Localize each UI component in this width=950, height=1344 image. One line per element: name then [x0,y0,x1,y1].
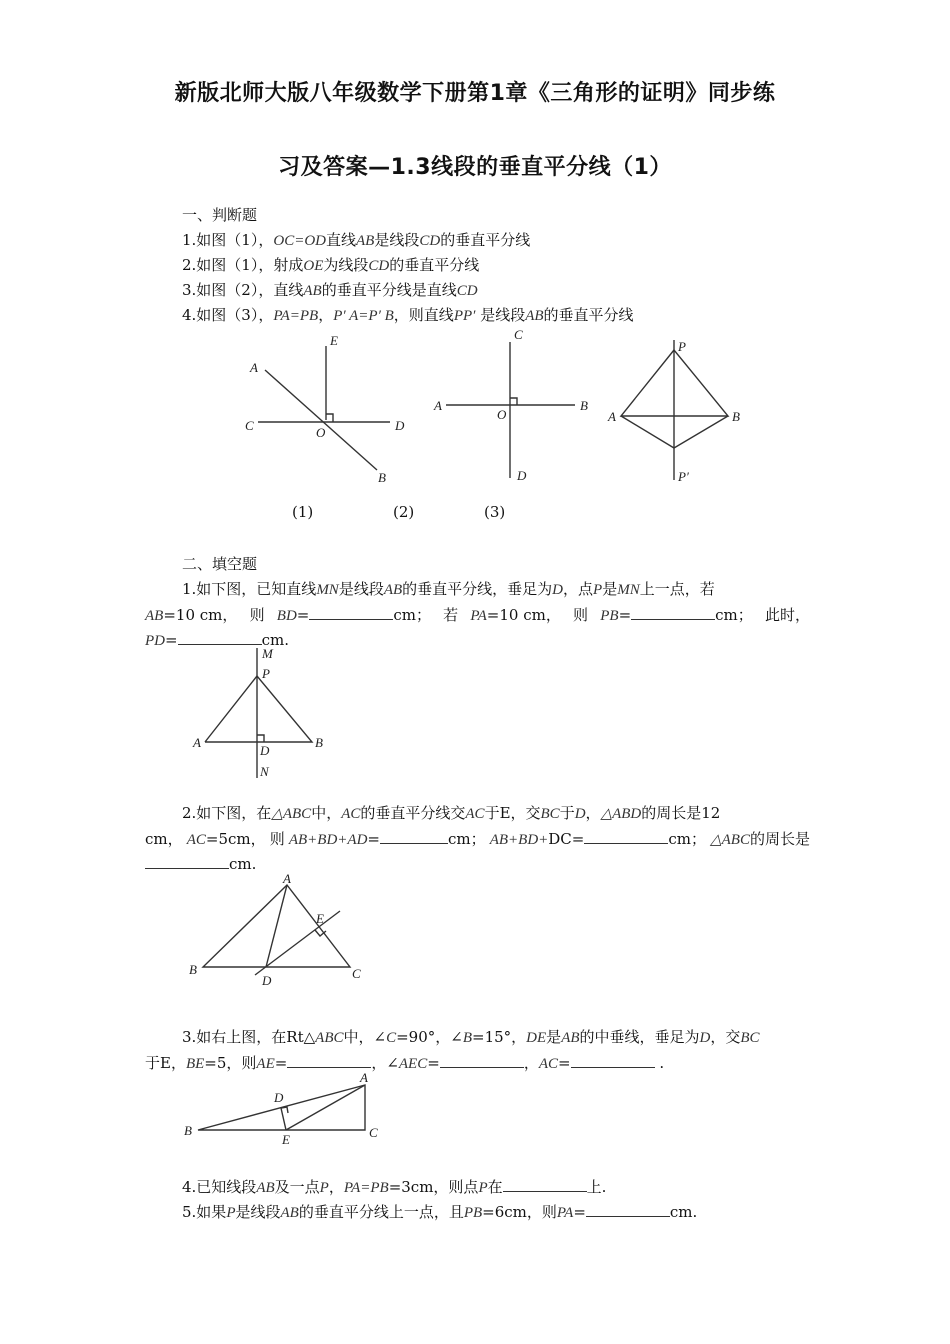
q2-label-E: E [316,911,324,926]
fill-q3-line1: 3.如右上图，在Rt△ABC中，∠C=90°，∠B=15°，DE是AB的中垂线，垂足为D，交BC [182,1028,760,1046]
page-title-line1: 新版北师大版八年级数学下册第1章《三角形的证明》同步练 [174,81,776,106]
q3-label-E: E [282,1132,290,1147]
page-title-line2: 习及答案—1.3线段的垂直平分线（1） [278,155,672,180]
fig3-label-P: P [678,339,686,354]
q1-label-N: N [260,764,269,779]
figure-caption-1: (1) [292,503,314,521]
fig3-label-A: A [608,409,616,424]
fig2-label-D: D [517,468,527,483]
answer-blank-q4[interactable] [503,1177,587,1192]
answer-blank-q5[interactable] [586,1202,670,1217]
fill-q1-line2: AB=10 cm， 则 BD= cm； 若 PA=10 cm， 则 PB= cm； 此时， [145,606,810,624]
fill-q1-line3: PD= cm. [145,631,289,649]
fill-q2-line1: 2.如下图，在△ABC中，AC的垂直平分线交AC于E，交BC于D，△ABD的周长是12 [182,804,721,822]
fill-q5: 5.如果P是线段AB的垂直平分线上一点，且PB=6cm，则PA= cm. [182,1203,698,1221]
section1-heading: 一、判断题 [182,206,258,224]
q1-label-B: B [315,735,323,750]
q1-label-M: M [262,646,273,661]
fig3-label-B: B [732,409,740,424]
q3-label-C: C [369,1125,378,1140]
fig1-label-B: B [378,470,386,485]
fig1-label-A: A [250,360,258,375]
fig3-label-P-prime: P′ [678,469,689,484]
fig2-label-B: B [580,398,588,413]
q3-label-B: B [184,1123,192,1138]
fig1-label-E: E [330,333,338,348]
q1-label-P: P [262,666,270,681]
q3-label-D: D [274,1090,284,1105]
fig2-label-O: O [497,407,507,422]
q1-label-D: D [260,743,270,758]
judge-q4: 4.如图（3），PA=PB，P′ A=P′ B，则直线PP′ 是线段AB的垂直平分线 [182,306,634,324]
fill-q2-line3: cm. [145,854,256,873]
figure-caption-2: (2) [393,503,415,521]
fill-q3-line2: 于E，BE=5，则AE= ，∠AEC= ，AC= . [145,1054,665,1072]
fill-q1-line1: 1.如下图，已知直线MN是线段AB的垂直平分线，垂足为D，点P是MN上一点，若 [182,580,715,598]
q1-label-A: A [193,735,201,750]
q2-label-C: C [352,966,361,981]
q2-label-D: D [262,973,272,988]
judge-q2: 2.如图（1），射成OE为线段CD的垂直平分线 [182,256,480,274]
figure-caption-3: (3) [484,503,506,521]
fig1-label-D: D [395,418,405,433]
q2-label-A: A [283,871,291,886]
fill-q4: 4.已知线段AB及一点P，PA=PB=3cm，则点P在 上. [182,1178,607,1196]
q2-label-B: B [189,962,197,977]
fig1-label-C: C [245,418,254,433]
fig2-label-A: A [434,398,442,413]
fig1-label-O: O [316,425,326,440]
q3-label-A: A [360,1070,368,1085]
fill-q2-line2: cm， AC=5cm， 则 AB+BD+AD= cm； AB+BD+DC= cm； △ABC的周长是 [145,830,810,848]
judge-q3: 3.如图（2），直线AB的垂直平分线是直线CD [182,281,478,299]
section2-heading: 二、填空题 [182,555,258,573]
judge-q1: 1.如图（1），OC=OD直线AB是线段CD的垂直平分线 [182,231,531,249]
fig2-label-C: C [514,327,523,342]
